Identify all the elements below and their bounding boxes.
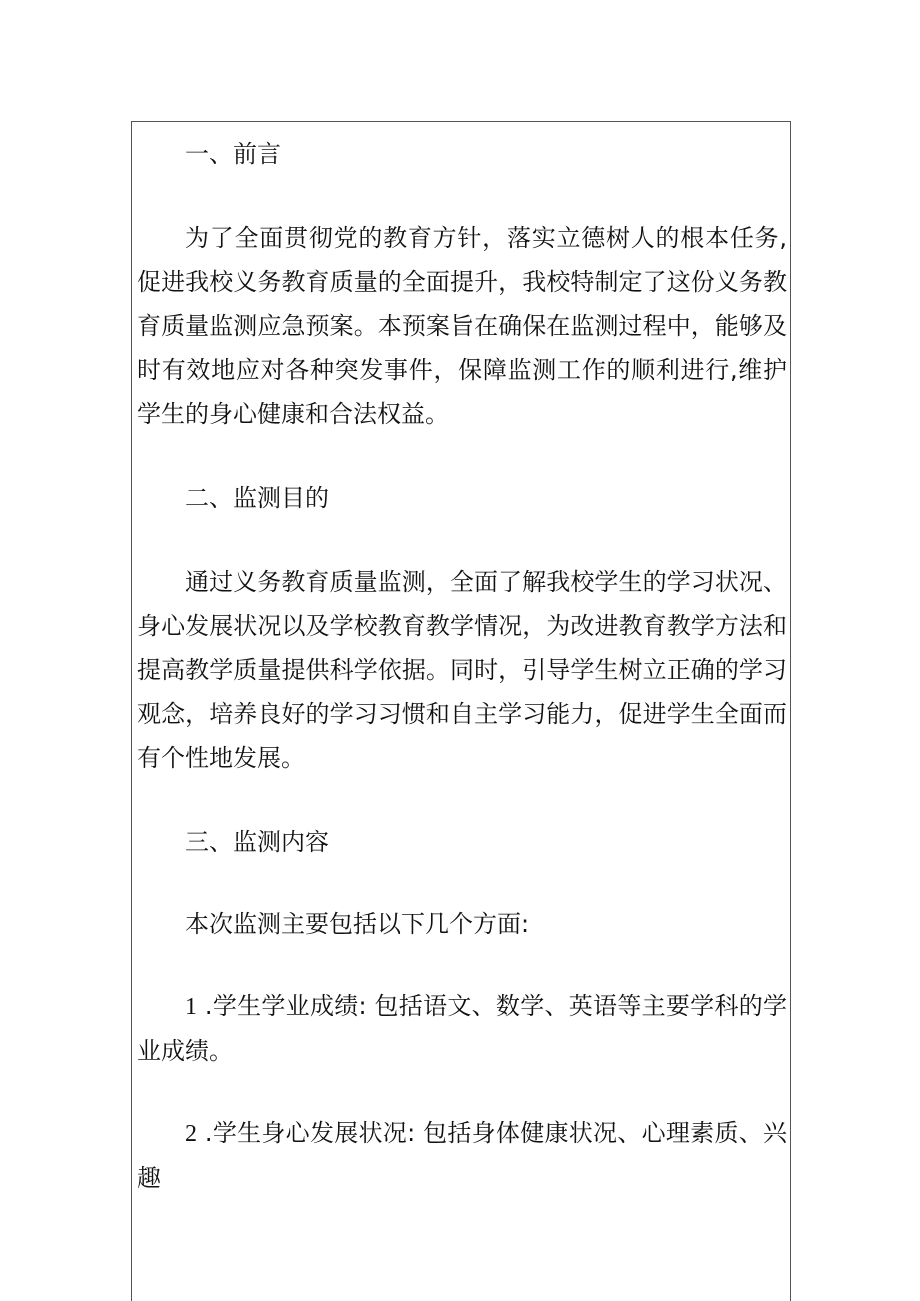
document-frame bbox=[131, 121, 791, 1301]
list-item-number: 2 bbox=[185, 1121, 197, 1147]
section-heading-content: 三、监测内容 bbox=[185, 828, 329, 856]
list-item bbox=[137, 984, 787, 1073]
list-item-text: .学生身心发展状况: 包括身体健康状况、心理素质、兴趣 bbox=[137, 1119, 787, 1192]
content-intro-paragraph: 本次监测主要包括以下几个方面: bbox=[185, 910, 530, 938]
list-item-number: 1 bbox=[185, 994, 197, 1020]
list-item bbox=[137, 1111, 787, 1200]
list-item-text: .学生学业成绩: 包括语文、数学、英语等主要学科的学业成绩。 bbox=[137, 992, 787, 1065]
purpose-paragraph: 通过义务教育质量监测，全面了解我校学生的学习状况、身心发展状况以及学校教育教学情况，为改进教育教学方法和提高教学质量提供科学依据。同时，引导学生树立正确的学习观念，培养良好的学习习惯和自主学习能力，促进学生全面而有个性地发展。 bbox=[137, 568, 787, 772]
section-heading-purpose: 二、监测目的 bbox=[185, 484, 329, 512]
document-body bbox=[137, 132, 787, 1200]
preface-paragraph: 为了全面贯彻党的教育方针，落实立德树人的根本任务,促进我校义务教育质量的全面提升，我校特制定了这份义务教育质量监测应急预案。本预案旨在确保在监测过程中，能够及时有效地应对各种突发事件，保障监测工作的顺利进行,维护学生的身心健康和合法权益。 bbox=[137, 224, 787, 428]
section-heading-preface: 一、前言 bbox=[185, 140, 281, 168]
